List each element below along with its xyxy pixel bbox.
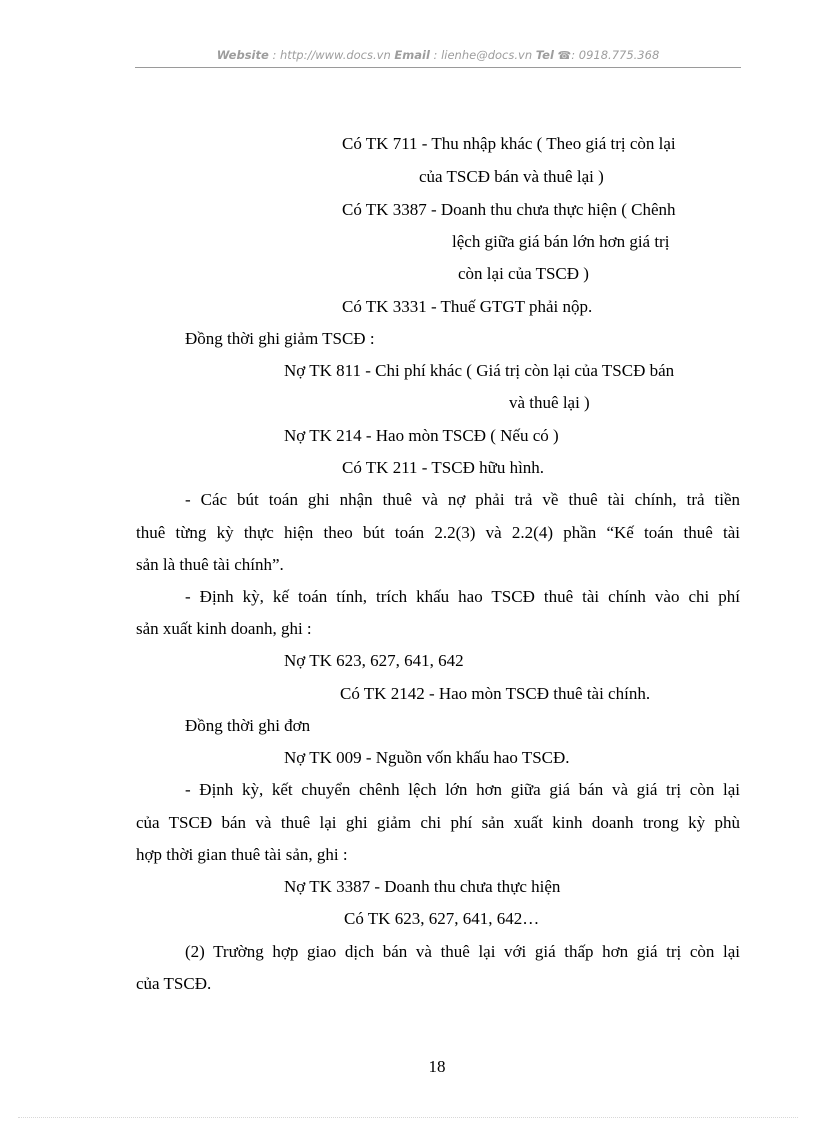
website-label: Website xyxy=(216,48,269,62)
body-line-4: lệch giữa giá bán lớn hơn giá trị xyxy=(452,232,670,251)
body-line-12: - Các bút toán ghi nhận thuê và nợ phải trả về thuê tài chính, trả tiền xyxy=(185,490,740,509)
tel-label: Tel xyxy=(535,48,554,62)
body-line-21: - Định kỳ, kết chuyển chênh lệch lớn hơn giữa giá bán và giá trị còn lại xyxy=(185,780,740,799)
body-line-26: (2) Trường hợp giao dịch bán và thuê lại với giá thấp hơn giá trị còn lại xyxy=(185,942,740,961)
tel-number: : 0918.775.368 xyxy=(571,48,660,62)
body-line-5: còn lại của TSCĐ ) xyxy=(458,264,589,283)
body-line-14: sản là thuê tài chính”. xyxy=(136,555,284,574)
bottom-divider xyxy=(18,1117,798,1118)
body-line-13: thuê từng kỳ thực hiện theo bút toán 2.2(3) và 2.2(4) phần “Kế toán thuê tài xyxy=(136,523,740,542)
body-line-3: Có TK 3387 - Doanh thu chưa thực hiện ( Chênh xyxy=(342,200,676,219)
body-line-9: và thuê lại ) xyxy=(509,393,590,412)
body-line-15: - Định kỳ, kế toán tính, trích khấu hao TSCĐ thuê tài chính vào chi phí xyxy=(185,587,740,606)
body-line-19: Đồng thời ghi đơn xyxy=(185,716,311,735)
page-number: 18 xyxy=(428,1057,446,1076)
body-line-16: sản xuất kinh doanh, ghi : xyxy=(136,619,312,638)
body-line-27: của TSCĐ. xyxy=(136,974,212,993)
body-line-20: Nợ TK 009 - Nguồn vốn khấu hao TSCĐ. xyxy=(284,748,570,767)
email-separator: : xyxy=(429,48,442,62)
body-line-23: hợp thời gian thuê tài sản, ghi : xyxy=(136,845,348,864)
website-url: http://www.docs.vn xyxy=(279,48,391,62)
body-line-1: Có TK 711 - Thu nhập khác ( Theo giá trị còn lại xyxy=(342,134,676,153)
body-line-17: Nợ TK 623, 627, 641, 642 xyxy=(284,651,464,670)
body-line-24: Nợ TK 3387 - Doanh thu chưa thực hiện xyxy=(284,877,561,896)
body-line-10: Nợ TK 214 - Hao mòn TSCĐ ( Nếu có ) xyxy=(284,426,559,445)
body-line-6: Có TK 3331 - Thuế GTGT phải nộp. xyxy=(342,297,593,316)
website-separator: : xyxy=(268,48,280,62)
page-header xyxy=(135,47,741,68)
body-line-2: của TSCĐ bán và thuê lại ) xyxy=(419,167,604,186)
body-line-8: Nợ TK 811 - Chi phí khác ( Giá trị còn lại của TSCĐ bán xyxy=(284,361,675,380)
body-line-7: Đồng thời ghi giảm TSCĐ : xyxy=(185,329,375,348)
body-line-18: Có TK 2142 - Hao mòn TSCĐ thuê tài chính. xyxy=(340,684,651,703)
body-line-25: Có TK 623, 627, 641, 642… xyxy=(344,909,540,928)
body-line-22: của TSCĐ bán và thuê lại ghi giảm chi phí sản xuất kinh doanh trong kỳ phù xyxy=(136,813,740,832)
email-label: Email xyxy=(394,48,430,62)
body-line-11: Có TK 211 - TSCĐ hữu hình. xyxy=(342,458,545,477)
phone-icon: ☎ xyxy=(557,49,572,62)
email-address: lienhe@docs.vn xyxy=(441,48,533,62)
